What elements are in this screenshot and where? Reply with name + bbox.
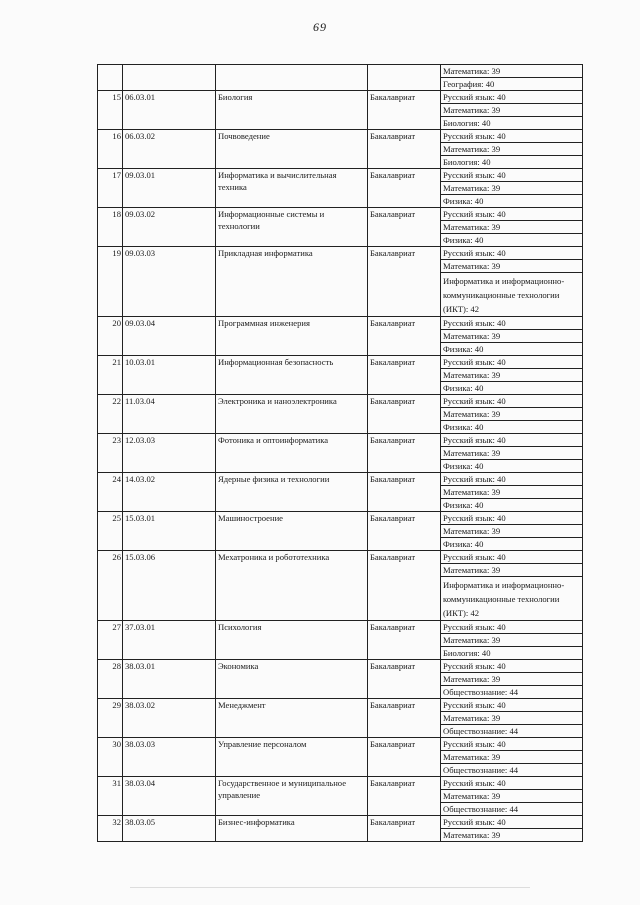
education-level: Бакалавриат: [368, 777, 441, 816]
specialty-name: [216, 65, 368, 91]
exam-min-score: Информатика и информационно-коммуникационные технологии (ИКТ): 42: [441, 273, 583, 317]
exam-min-score: Русский язык: 40: [441, 434, 583, 447]
row-number: 28: [98, 660, 123, 699]
exam-min-score: Математика: 39: [441, 104, 583, 117]
education-level: Бакалавриат: [368, 512, 441, 551]
specialty-code: 12.03.03: [123, 434, 216, 473]
table-row: [98, 91, 583, 104]
specialty-name: Программная инженерия: [216, 317, 368, 356]
table-row: [98, 621, 583, 634]
exam-min-score: Физика: 40: [441, 460, 583, 473]
exam-min-score: Физика: 40: [441, 382, 583, 395]
exam-min-score: Математика: 39: [441, 829, 583, 842]
exam-min-score: Русский язык: 40: [441, 247, 583, 260]
page-number: 69: [313, 20, 327, 34]
specialty-name: Ядерные физика и технологии: [216, 473, 368, 512]
specialty-code: 15.03.06: [123, 551, 216, 621]
row-number: 20: [98, 317, 123, 356]
exam-min-score: Русский язык: 40: [441, 356, 583, 369]
row-number: 24: [98, 473, 123, 512]
table-row: [98, 434, 583, 447]
education-level: Бакалавриат: [368, 395, 441, 434]
row-number: [98, 65, 123, 91]
exam-min-score: Обществознание: 44: [441, 803, 583, 816]
row-number: 26: [98, 551, 123, 621]
education-level: Бакалавриат: [368, 91, 441, 130]
exam-min-score: Математика: 39: [441, 751, 583, 764]
exam-min-score: Русский язык: 40: [441, 816, 583, 829]
row-number: 27: [98, 621, 123, 660]
table-row: [98, 551, 583, 564]
specialty-code: 11.03.04: [123, 395, 216, 434]
specialty-code: 38.03.04: [123, 777, 216, 816]
specialty-name: Мехатроника и робототехника: [216, 551, 368, 621]
admission-scores-table: [97, 64, 583, 842]
exam-min-score: Математика: 39: [441, 330, 583, 343]
table-row: [98, 738, 583, 751]
exam-min-score: Физика: 40: [441, 538, 583, 551]
exam-min-score: Обществознание: 44: [441, 686, 583, 699]
specialty-code: 09.03.04: [123, 317, 216, 356]
row-number: 32: [98, 816, 123, 842]
education-level: Бакалавриат: [368, 208, 441, 247]
exam-min-score: Математика: 39: [441, 525, 583, 538]
table-row: [98, 777, 583, 790]
exam-min-score: Русский язык: 40: [441, 551, 583, 564]
education-level: Бакалавриат: [368, 130, 441, 169]
exam-min-score: Физика: 40: [441, 195, 583, 208]
exam-min-score: Русский язык: 40: [441, 621, 583, 634]
exam-min-score: Русский язык: 40: [441, 208, 583, 221]
exam-min-score: Математика: 39: [441, 712, 583, 725]
exam-min-score: Математика: 39: [441, 447, 583, 460]
exam-min-score: Обществознание: 44: [441, 725, 583, 738]
education-level: Бакалавриат: [368, 660, 441, 699]
specialty-code: 06.03.02: [123, 130, 216, 169]
exam-min-score: Русский язык: 40: [441, 738, 583, 751]
exam-min-score: Русский язык: 40: [441, 395, 583, 408]
exam-min-score: Русский язык: 40: [441, 169, 583, 182]
row-number: 31: [98, 777, 123, 816]
specialty-code: [123, 65, 216, 91]
specialty-code: 09.03.01: [123, 169, 216, 208]
exam-min-score: Математика: 39: [441, 260, 583, 273]
table-row: [98, 816, 583, 829]
exam-min-score: География: 40: [441, 78, 583, 91]
specialty-code: 06.03.01: [123, 91, 216, 130]
table-body: [98, 65, 583, 842]
exam-min-score: Русский язык: 40: [441, 91, 583, 104]
exam-min-score: Обществознание: 44: [441, 764, 583, 777]
education-level: Бакалавриат: [368, 551, 441, 621]
education-level: Бакалавриат: [368, 169, 441, 208]
specialty-name: Информационная безопасность: [216, 356, 368, 395]
education-level: Бакалавриат: [368, 816, 441, 842]
table-row: [98, 247, 583, 260]
specialty-name: Психология: [216, 621, 368, 660]
exam-min-score: Математика: 39: [441, 673, 583, 686]
specialty-name: Государственное и муниципальное управление: [216, 777, 368, 816]
exam-min-score: Физика: 40: [441, 343, 583, 356]
exam-min-score: Математика: 39: [441, 486, 583, 499]
exam-min-score: Математика: 39: [441, 221, 583, 234]
education-level: Бакалавриат: [368, 473, 441, 512]
table-row: [98, 65, 583, 78]
specialty-code: 15.03.01: [123, 512, 216, 551]
specialty-code: 10.03.01: [123, 356, 216, 395]
specialty-name: Менеджмент: [216, 699, 368, 738]
specialty-code: 09.03.02: [123, 208, 216, 247]
education-level: Бакалавриат: [368, 621, 441, 660]
row-number: 15: [98, 91, 123, 130]
table-row: [98, 130, 583, 143]
specialty-code: 38.03.01: [123, 660, 216, 699]
table-row: [98, 473, 583, 486]
exam-min-score: Физика: 40: [441, 234, 583, 247]
row-number: 30: [98, 738, 123, 777]
table-row: [98, 356, 583, 369]
specialty-code: 38.03.05: [123, 816, 216, 842]
specialty-name: Биология: [216, 91, 368, 130]
specialty-name: Информационные системы и технологии: [216, 208, 368, 247]
table-row: [98, 317, 583, 330]
exam-min-score: Математика: 39: [441, 65, 583, 78]
exam-min-score: Русский язык: 40: [441, 660, 583, 673]
exam-min-score: Русский язык: 40: [441, 699, 583, 712]
exam-min-score: Русский язык: 40: [441, 512, 583, 525]
table-row: [98, 512, 583, 525]
specialty-name: Прикладная информатика: [216, 247, 368, 317]
row-number: 22: [98, 395, 123, 434]
bottom-divider: [130, 887, 530, 888]
table-row: [98, 395, 583, 408]
table-row: [98, 208, 583, 221]
exam-min-score: Русский язык: 40: [441, 130, 583, 143]
exam-min-score: Русский язык: 40: [441, 777, 583, 790]
education-level: Бакалавриат: [368, 434, 441, 473]
exam-min-score: Биология: 40: [441, 156, 583, 169]
specialty-code: 09.03.03: [123, 247, 216, 317]
education-level: Бакалавриат: [368, 317, 441, 356]
specialty-name: Информатика и вычислительная техника: [216, 169, 368, 208]
exam-min-score: Математика: 39: [441, 143, 583, 156]
exam-min-score: Биология: 40: [441, 647, 583, 660]
exam-min-score: Физика: 40: [441, 421, 583, 434]
row-number: 16: [98, 130, 123, 169]
specialty-code: 37.03.01: [123, 621, 216, 660]
specialty-name: Фотоника и оптоинформатика: [216, 434, 368, 473]
specialty-code: 14.03.02: [123, 473, 216, 512]
specialty-code: 38.03.02: [123, 699, 216, 738]
specialty-name: Управление персоналом: [216, 738, 368, 777]
exam-min-score: Математика: 39: [441, 564, 583, 577]
exam-min-score: Математика: 39: [441, 369, 583, 382]
specialty-name: Машиностроение: [216, 512, 368, 551]
exam-min-score: Биология: 40: [441, 117, 583, 130]
exam-min-score: Математика: 39: [441, 182, 583, 195]
specialty-name: Экономика: [216, 660, 368, 699]
row-number: 19: [98, 247, 123, 317]
row-number: 29: [98, 699, 123, 738]
exam-min-score: Физика: 40: [441, 499, 583, 512]
education-level: [368, 65, 441, 91]
exam-min-score: Математика: 39: [441, 634, 583, 647]
exam-min-score: Информатика и информационно-коммуникационные технологии (ИКТ): 42: [441, 577, 583, 621]
education-level: Бакалавриат: [368, 356, 441, 395]
education-level: Бакалавриат: [368, 699, 441, 738]
specialty-name: Почвоведение: [216, 130, 368, 169]
specialty-name: Бизнес-информатика: [216, 816, 368, 842]
education-level: Бакалавриат: [368, 738, 441, 777]
exam-min-score: Математика: 39: [441, 408, 583, 421]
exam-min-score: Математика: 39: [441, 790, 583, 803]
specialty-code: 38.03.03: [123, 738, 216, 777]
table-row: [98, 699, 583, 712]
education-level: Бакалавриат: [368, 247, 441, 317]
table-row: [98, 169, 583, 182]
row-number: 17: [98, 169, 123, 208]
specialty-name: Электроника и наноэлектроника: [216, 395, 368, 434]
exam-min-score: Русский язык: 40: [441, 473, 583, 486]
row-number: 18: [98, 208, 123, 247]
row-number: 25: [98, 512, 123, 551]
exam-min-score: Русский язык: 40: [441, 317, 583, 330]
row-number: 23: [98, 434, 123, 473]
table-row: [98, 660, 583, 673]
row-number: 21: [98, 356, 123, 395]
